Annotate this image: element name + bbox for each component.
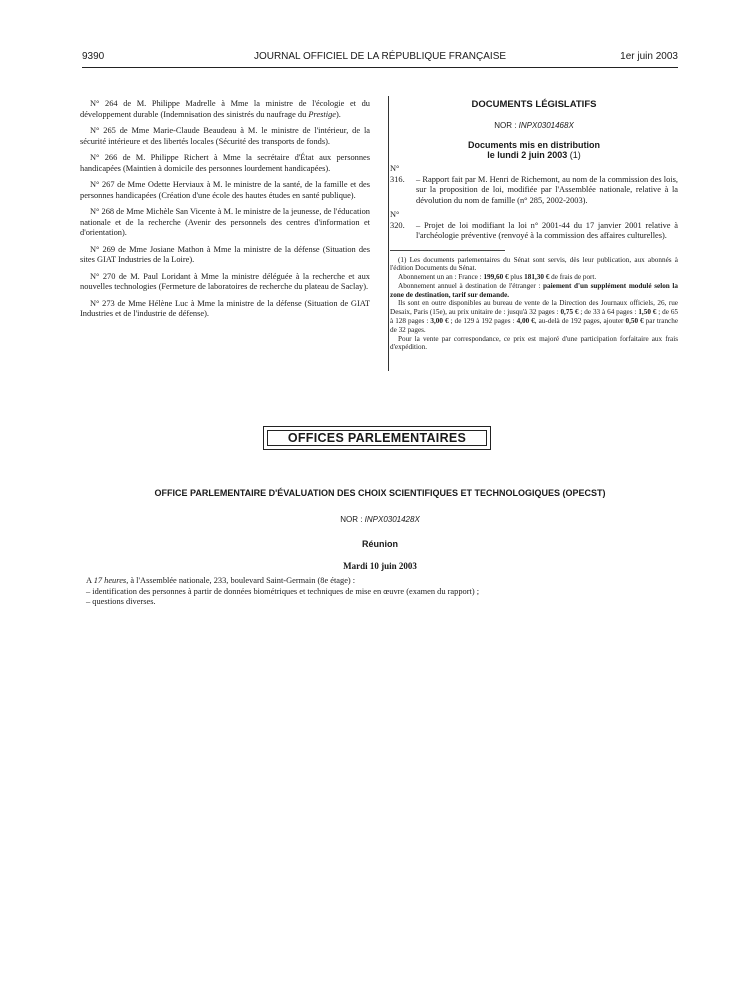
agenda-item: – identification des personnes à partir de données biométriques et techniques de mise en œuvre (examen du rapport) ;	[86, 586, 480, 596]
agenda-intro: A 17 heures, à l'Assemblée nationale, 233, boulevard Saint-Germain (8e étage) :	[86, 576, 356, 585]
agenda-item: – questions diverses.	[86, 597, 156, 606]
distribution-heading: Documents mis en distribution le lundi 2 juin 2003 (1)	[467, 140, 600, 160]
meeting-agenda	[86, 576, 676, 608]
office-title: OFFICE PARLEMENTAIRE D'ÉVALUATION DES CHOIX SCIENTIFIQUES ET TECHNOLOGIQUES (OPECST)	[154, 488, 606, 498]
legislative-nor: NOR : INPX0301468X	[494, 120, 574, 130]
header-rule	[82, 67, 678, 68]
question-item: N° 264 de M. Philippe Madrelle à Mme la ministre de l'écologie et du développement durable (Indemnisation des sinistrés du naufrage du Prestige).	[80, 99, 370, 119]
document-item: N° 316. – Rapport fait par M. Henri de Richemont, au nom de la commission des lois, sur la proposition de loi, modifiée par l'Assemblée nationale, relative à la dévolution du nom de famille (n° 285, 2002-2003).	[390, 164, 678, 205]
legislative-title: DOCUMENTS LÉGISLATIFS	[471, 99, 597, 110]
question-item: N° 265 de Mme Marie-Claude Beaudeau à M. le ministre de l'intérieur, de la sécurité intérieure et des libertés locales (Sécurité des transports de fonds).	[80, 126, 370, 146]
page-header	[82, 51, 678, 67]
issue-date: 1er juin 2003	[620, 51, 678, 62]
meeting-date: Mardi 10 juin 2003	[343, 561, 417, 571]
offices-section-box	[263, 426, 491, 450]
question-item: N° 269 de Mme Josiane Mathon à Mme la ministre de la défense (Situation des sites GIAT Industries de la Loire).	[80, 244, 370, 264]
page-number: 9390	[82, 51, 105, 62]
question-item: N° 268 de Mme Michèle San Vicente à M. le ministre de la jeunesse, de l'éducation nationale et de la recherche (Avenir des personnels des centres d'information et d'orientation).	[80, 207, 370, 237]
document-item: N° 320. – Projet de loi modifiant la loi n° 2001-44 du 17 janvier 2001 relative à l'archéologie préventive (renvoyé à la commission des affaires culturelles).	[390, 210, 678, 240]
meeting-label: Réunion	[362, 539, 398, 549]
footnote: (1) Les documents parlementaires du Sénat sont servis, dès leur publication, aux abonnés à l'édition Documents du Sénat. Abonnement un an : France : 199,60 € plus 181,30 € de frais de port. Abonnement annuel à destination de l'étranger : paiement d'un supplément modulé selon la zone de destination, tarif sur demande. Ils sont en outre disponibles au bureau de vente de la Direction des Journaux officiels, 26, rue Desaix, Paris (15e), au prix unitaire de : jusqu'à 32 pages : 0,75 € ; de 33 à 64 pages : 1,50 € ; de 65 à 128 pages : 3,00 € ; de 129 à 192 pages : 4,00 €, au-delà de 192 pages, ajouter 0,50 € par tranche de 32 pages. Pour la vente par correspondance, ce prix est majoré d'une participation forfaitaire aux frais d'expédition.	[390, 255, 679, 352]
column-divider	[388, 96, 389, 371]
question-item: N° 270 de M. Paul Loridant à Mme la ministre déléguée à la recherche et aux nouvelles technologies (Fermeture de laboratoires de recherche du plateau de Saclay).	[80, 271, 370, 291]
journal-title: JOURNAL OFFICIEL DE LA RÉPUBLIQUE FRANÇAISE	[253, 51, 507, 62]
question-item: N° 273 de Mme Hélène Luc à Mme la ministre de la défense (Situation de GIAT Industries et de l'industrie de défense).	[80, 298, 370, 318]
question-item: N° 267 de Mme Odette Herviaux à M. le ministre de la santé, de la famille et des personnes handicapées (Création d'une école des hautes études en santé publique).	[80, 180, 370, 200]
offices-section-title: OFFICES PARLEMENTAIRES	[267, 430, 487, 446]
legislative-column	[390, 99, 678, 352]
question-item: N° 266 de M. Philippe Richert à Mme la secrétaire d'État aux personnes handicapées (Maintien à domicile des personnes lourdement handicapées).	[80, 153, 370, 173]
office-nor: NOR : INPX0301428X	[340, 515, 420, 524]
questions-column	[80, 99, 370, 326]
footnote-rule	[390, 250, 505, 251]
